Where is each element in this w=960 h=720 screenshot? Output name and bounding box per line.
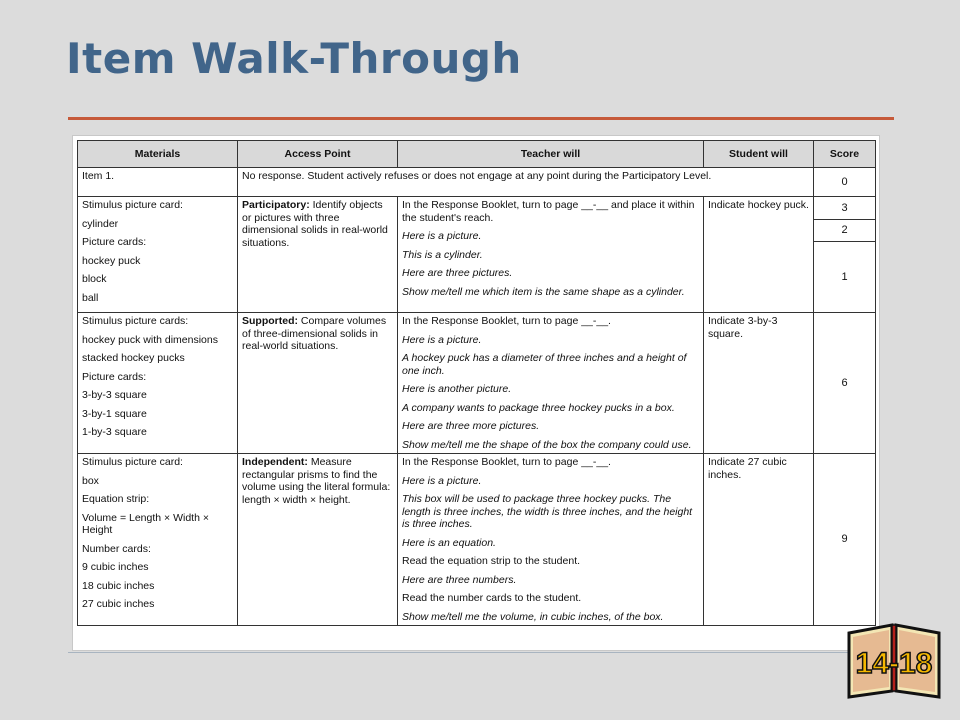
independent-teacher-will [398, 454, 704, 626]
access-point-text: Identify objects or pictures with three dimensional solids in real-world situations. [242, 199, 388, 249]
item-table-sheet [72, 135, 880, 651]
supported-score: 6 [814, 313, 876, 454]
supported-access-point [238, 313, 398, 454]
material-line: 1-by-3 square [82, 426, 147, 438]
participatory-student-will: Indicate hockey puck. [704, 197, 814, 313]
table-header-row [78, 141, 876, 168]
item1-description: No response. Student actively refuses or does not engage at any point during the Participatory Level. [238, 168, 814, 197]
independent-materials [78, 454, 238, 626]
teacher-line: In the Response Booklet, turn to page __-__ and place it within the student's reach. [402, 199, 695, 224]
teacher-line: Here is another picture. [402, 383, 512, 395]
material-line: hockey puck [82, 254, 141, 267]
material-line: box [82, 474, 99, 487]
teacher-line: Here are three more pictures. [402, 420, 540, 432]
teacher-line: A company wants to package three hockey pucks in a box. [402, 401, 675, 414]
access-level-label: Participatory: [242, 199, 310, 211]
teacher-line: In the Response Booklet, turn to page __-__. [402, 456, 611, 468]
footer-divider [68, 652, 850, 653]
material-line: 3-by-1 square [82, 407, 147, 420]
title-divider [68, 117, 894, 120]
material-line: 9 cubic inches [82, 561, 149, 573]
teacher-line: This box will be used to package three hockey pucks. The length is three inches, the width is three inches, and the height is three inches. [402, 493, 693, 530]
access-point-text: Compare volumes of three-dimensional solids in real-world situations. [242, 315, 387, 352]
header-student-will: Student will [704, 141, 814, 168]
material-line: stacked hockey pucks [82, 352, 185, 364]
material-line: 3-by-3 square [82, 389, 147, 401]
independent-access-point [238, 454, 398, 626]
access-level-label: Supported: [242, 315, 298, 327]
material-line: Stimulus picture card: [82, 456, 183, 468]
material-line: Stimulus picture card: [82, 199, 183, 211]
teacher-line: Here are three numbers. [402, 573, 517, 586]
table-row-independent [78, 454, 876, 626]
teacher-line: Read the equation strip to the student. [402, 555, 581, 567]
slide-title: Item Walk-Through [66, 34, 522, 83]
header-score: Score [814, 141, 876, 168]
teacher-line: Here are three pictures. [402, 267, 513, 279]
participatory-teacher-will [398, 197, 704, 313]
material-line: Picture cards: [82, 370, 147, 383]
header-materials: Materials [78, 141, 238, 168]
access-level-label: Independent: [242, 456, 308, 468]
material-line: ball [82, 291, 99, 304]
item-walkthrough-table [77, 140, 876, 626]
supported-teacher-will [398, 313, 704, 454]
material-line: Volume = Length × Width × Height [82, 511, 209, 536]
book-logo-icon [845, 619, 943, 699]
teacher-line: Here is an equation. [402, 536, 496, 549]
material-line: 27 cubic inches [82, 598, 155, 610]
supported-student-will: Indicate 3-by-3 square. [704, 313, 814, 454]
teacher-line: This is a cylinder. [402, 248, 483, 261]
teacher-line: In the Response Booklet, turn to page __-__. [402, 315, 611, 327]
participatory-score-1: 1 [814, 242, 876, 313]
independent-score: 9 [814, 454, 876, 626]
item1-label: Item 1. [78, 168, 238, 197]
table-row-item1 [78, 168, 876, 197]
table-row-participatory [78, 197, 876, 220]
material-line: Equation strip: [82, 493, 150, 505]
teacher-line: Here is a picture. [402, 474, 482, 487]
participatory-access-point [238, 197, 398, 313]
material-line: Stimulus picture cards: [82, 315, 189, 327]
table-row-supported [78, 313, 876, 454]
teacher-line: Show me/tell me the shape of the box the company could use. [402, 438, 692, 451]
material-line: Number cards: [82, 542, 151, 555]
teacher-line: Show me/tell me the volume, in cubic inches, of the box. [402, 610, 664, 623]
material-line: block [82, 273, 107, 285]
logo-text: 14-18 [855, 647, 933, 680]
material-line: 18 cubic inches [82, 579, 155, 592]
teacher-line: Show me/tell me which item is the same shape as a cylinder. [402, 285, 685, 298]
header-access-point: Access Point [238, 141, 398, 168]
teacher-line: Here is a picture. [402, 333, 482, 346]
material-line: hockey puck with dimensions [82, 333, 218, 346]
teacher-line: Read the number cards to the student. [402, 592, 582, 604]
material-line: Picture cards: [82, 236, 147, 248]
access-point-text: Measure rectangular prisms to find the volume using the literal formula: length × width × height. [242, 456, 391, 506]
participatory-score-3: 3 [814, 197, 876, 220]
independent-student-will: Indicate 27 cubic inches. [704, 454, 814, 626]
teacher-line: A hockey puck has a diameter of three inches and a height of one inch. [402, 352, 687, 377]
item1-score: 0 [814, 168, 876, 197]
header-teacher-will: Teacher will [398, 141, 704, 168]
material-line: cylinder [82, 217, 119, 230]
teacher-line: Here is a picture. [402, 230, 482, 242]
participatory-score-2: 2 [814, 219, 876, 242]
participatory-materials [78, 197, 238, 313]
supported-materials [78, 313, 238, 454]
